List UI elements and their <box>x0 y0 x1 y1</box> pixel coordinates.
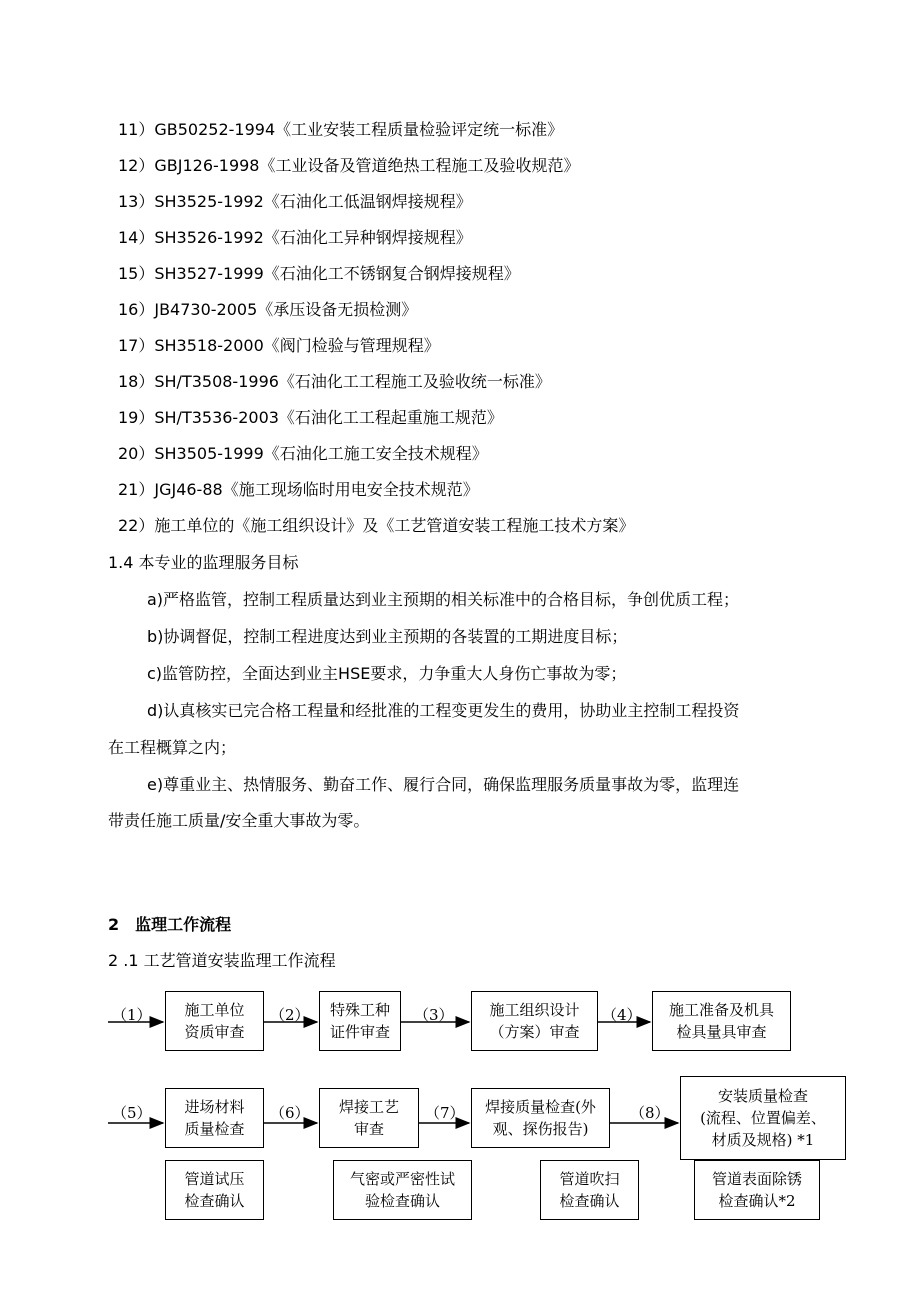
standard-item: 13）SH3525-1992《石油化工低温钢焊接规程》 <box>118 192 472 211</box>
box-line: 验检查确认 <box>364 1192 440 1210</box>
box-line: 安装质量检查 <box>717 1087 808 1105</box>
flow-box-preparation <box>652 991 791 1051</box>
step-number: （4） <box>602 1006 642 1024</box>
goal-b: b)协调督促，控制工程进度达到业主预期的各装置的工期进度目标； <box>147 627 628 646</box>
standard-item: 20）SH3505-1999《石油化工施工安全技术规程》 <box>118 444 488 463</box>
standard-item: 12）GBJ126-1998《工业设备及管道绝热工程施工及验收规范》 <box>118 156 580 175</box>
goal-e-cont: 带责任施工质量/安全重大事故为零。 <box>108 811 370 830</box>
standard-item: 11）GB50252-1994《工业安装工程质量检验评定统一标准》 <box>118 120 564 139</box>
flow-box-material-inspection <box>165 1088 264 1148</box>
flow-box-derusting <box>694 1160 820 1220</box>
section-2-heading: 2 监理工作流程 <box>108 915 232 934</box>
box-line: 管道试压 <box>184 1170 245 1188</box>
standard-item: 19）SH/T3536-2003《石油化工工程起重施工规范》 <box>118 408 503 427</box>
step-number: （3） <box>414 1006 454 1024</box>
box-line: 检查确认 <box>559 1192 620 1210</box>
box-line: 施工准备及机具 <box>668 1001 774 1019</box>
box-line: 施工组织设计 <box>489 1001 580 1019</box>
box-line: 进场材料 <box>184 1098 245 1116</box>
standard-item: 14）SH3526-1992《石油化工异种钢焊接规程》 <box>118 228 472 247</box>
box-line: 管道表面除锈 <box>711 1170 802 1188</box>
step-number: （5） <box>112 1104 152 1122</box>
box-line: (流程、位置偏差、 <box>700 1109 826 1127</box>
box-line: 管道吹扫 <box>559 1170 620 1188</box>
box-line: 材质及规格) *1 <box>711 1131 815 1149</box>
section-1-4-heading: 1.4 本专业的监理服务目标 <box>108 553 299 572</box>
goal-e: e)尊重业主、热情服务、勤奋工作、履行合同，确保监理服务质量事故为零，监理连 <box>147 775 740 794</box>
box-line: 审查 <box>353 1120 384 1138</box>
standard-item: 16）JB4730-2005《承压设备无损检测》 <box>118 300 418 319</box>
step-number: （8） <box>630 1104 670 1122</box>
flow-box-welding-process <box>319 1088 419 1148</box>
flow-box-welding-quality <box>471 1088 610 1148</box>
flow-box-special-worker <box>319 991 401 1051</box>
box-line: 质量检查 <box>184 1120 245 1138</box>
goal-d: d)认真核实已完合格工程量和经批准的工程变更发生的费用，协助业主控制工程投资 <box>147 701 740 720</box>
goal-a: a)严格监管，控制工程质量达到业主预期的相关标准中的合格目标，争创优质工程； <box>147 590 740 609</box>
box-line: 特殊工种 <box>329 1001 390 1019</box>
step-number: （6） <box>270 1104 310 1122</box>
box-line: 焊接质量检查(外 <box>485 1098 596 1116</box>
flow-box-organization-design <box>471 991 598 1051</box>
box-line: 焊接工艺 <box>338 1098 399 1116</box>
flow-box-purge <box>540 1160 639 1220</box>
box-line: 证件审查 <box>329 1023 390 1041</box>
standard-item: 22）施工单位的《施工组织设计》及《工艺管道安装工程施工技术方案》 <box>118 516 635 535</box>
box-line: （方案）审查 <box>489 1023 580 1041</box>
box-line: 资质审查 <box>184 1023 245 1041</box>
box-line: 施工单位 <box>184 1001 245 1019</box>
standard-item: 18）SH/T3508-1996《石油化工工程施工及验收统一标准》 <box>118 372 551 391</box>
box-line: 观、探伤报告) <box>492 1120 589 1138</box>
box-line: 检具量具审查 <box>676 1023 767 1041</box>
box-line: 检查确认*2 <box>718 1192 796 1210</box>
standard-item: 21）JGJ46-88《施工现场临时用电安全技术规范》 <box>118 480 479 499</box>
step-number: （7） <box>425 1104 465 1122</box>
flow-box-qualification <box>165 991 264 1051</box>
step-number: （2） <box>270 1006 310 1024</box>
step-number: （1） <box>112 1006 152 1024</box>
flow-box-installation-quality <box>680 1076 846 1160</box>
standard-item: 15）SH3527-1999《石油化工不锈钢复合钢焊接规程》 <box>118 264 520 283</box>
goal-c: c)监管防控，全面达到业主HSE要求，力争重大人身伤亡事故为零； <box>147 664 627 683</box>
section-2-1-heading: 2 .1 工艺管道安装监理工作流程 <box>108 951 336 970</box>
goal-d-cont: 在工程概算之内； <box>108 738 237 757</box>
flow-box-airtight-test <box>333 1160 472 1220</box>
box-line: 气密或严密性试 <box>349 1170 455 1188</box>
standard-item: 17）SH3518-2000《阀门检验与管理规程》 <box>118 336 440 355</box>
box-line: 检查确认 <box>184 1192 245 1210</box>
flow-box-pressure-test <box>165 1160 264 1220</box>
